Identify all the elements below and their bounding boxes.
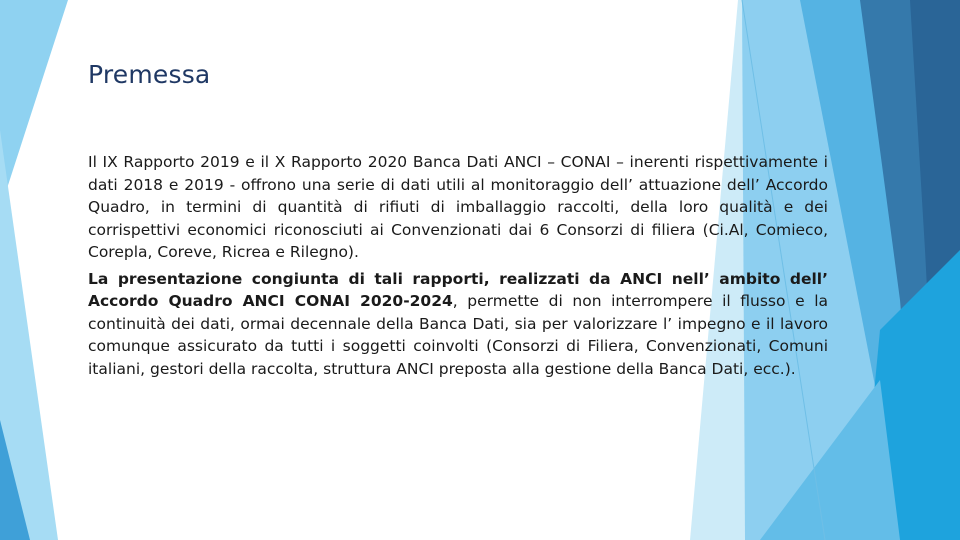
slide-body (88, 151, 828, 380)
slide-title: Premessa (88, 60, 211, 89)
left-triangle-light (0, 0, 68, 210)
paragraph-2-bold: La presentazione congiunta di tali rapporti, realizzati da ANCI nell’ ambito dell’ Accordo Quadro ANCI CONAI 2020-2024 (88, 269, 828, 310)
paragraph-2-rest: , permette di non interrompere il flusso e la continuità dei dati, ormai decennale della Banca Dati, sia per valorizzare l’ impegno e il lavoro comunque assicurato da tutti i soggetti coinvolti (Consorzi di Filiera, Convenzionati, Comuni italiani, gestori della raccolta, struttura ANCI preposta alla gestione della Banca Dati, ecc.). (88, 292, 828, 378)
paragraph-2 (88, 268, 828, 381)
paragraph-1: Il IX Rapporto 2019 e il X Rapporto 2020 Banca Dati ANCI – CONAI – inerenti rispettivamente i dati 2018 e 2019 - offrono una serie di dati utili al monitoraggio dell’ attuazione dell’ Accordo Quadro, in termini di quantità di rifiuti di imballaggio raccolti, della loro qualità e dei corrispettivi economici riconosciuti ai Convenzionati dai 6 Consorzi di filiera (Ci.Al, Comieco, Corepla, Coreve, Ricrea e Rilegno). (88, 153, 828, 261)
